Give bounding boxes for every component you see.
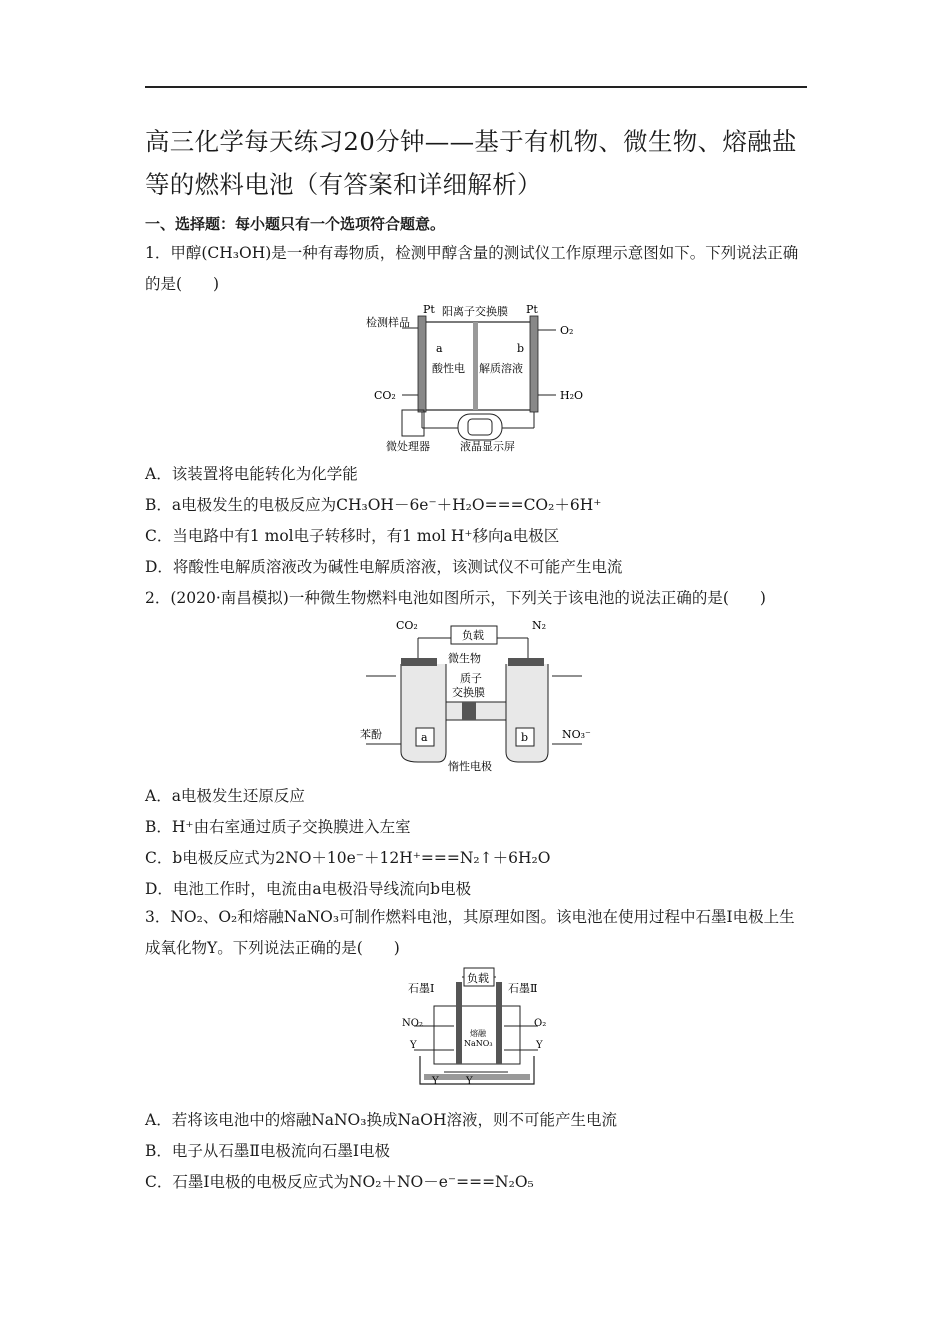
no2-label: NO₂ bbox=[402, 1018, 423, 1029]
y-label-bottom-1: Y bbox=[432, 1076, 439, 1087]
q2-figure bbox=[356, 614, 596, 774]
page-title: 高三化学每天练习20分钟——基于有机物、微生物、熔融盐等的燃料电池（有答案和详细解析） bbox=[145, 127, 797, 199]
o2-label: O₂ bbox=[534, 1018, 547, 1029]
graphite-1 bbox=[456, 982, 462, 1064]
o2-label: O₂ bbox=[560, 324, 574, 337]
pt-electrode-left bbox=[418, 316, 426, 412]
graphite-1-label: 石墨Ⅰ bbox=[408, 982, 435, 995]
phenol-label: 苯酚 bbox=[360, 728, 382, 741]
q2-option-d: D．电池工作时，电流由a电极沿导线流向b电极 bbox=[145, 880, 472, 898]
pt-electrode-right bbox=[530, 316, 538, 412]
membrane-label: 阳离子交换膜 bbox=[442, 305, 508, 318]
q1-figure bbox=[362, 300, 602, 458]
q1-option-c: C．当电路中有1 mol电子转移时，有1 mol H⁺移向a电极区 bbox=[145, 527, 560, 545]
microbe-label: 微生物 bbox=[448, 652, 481, 665]
y-label-left: Y bbox=[410, 1040, 417, 1051]
graphite-2-label: 石墨Ⅱ bbox=[508, 982, 538, 995]
electrode-a-label: a bbox=[421, 731, 428, 744]
electrode-a-label: a bbox=[436, 342, 443, 355]
load-label: 负载 bbox=[467, 972, 489, 985]
inert-electrode-label: 惰性电极 bbox=[448, 760, 492, 773]
electrode-b-label: b bbox=[521, 731, 529, 744]
melt-label-1: 熔融 bbox=[470, 1029, 486, 1038]
q1-option-d: D．将酸性电解质溶液改为碱性电解质溶液，该测试仪不可能产生电流 bbox=[145, 558, 623, 576]
q3-figure bbox=[398, 966, 554, 1092]
pt-left-label: Pt bbox=[423, 303, 435, 316]
sample-label: 检测样品 bbox=[366, 316, 410, 329]
cpu-label: 微处理器 bbox=[386, 440, 430, 453]
electrolyte-left: 酸性电 bbox=[432, 362, 465, 375]
proton-membrane bbox=[462, 702, 476, 720]
co2-label: CO₂ bbox=[374, 389, 396, 402]
header-rule bbox=[145, 86, 807, 88]
pt-right-label: Pt bbox=[526, 303, 538, 316]
q1-option-b: B．a电极发生的电极反应为CH₃OH－6e⁻＋H₂O===CO₂＋6H⁺ bbox=[145, 496, 602, 514]
membrane-label-1: 质子 bbox=[460, 672, 482, 685]
q2-option-c: C．b电极反应式为2NO＋10e⁻＋12H⁺===N₂↑＋6H₂O bbox=[145, 849, 551, 867]
lcd-label: 液晶显示屏 bbox=[460, 440, 515, 453]
section-heading: 一、选择题：每小题只有一个选项符合题意。 bbox=[145, 215, 446, 233]
q1-option-a: A．该装置将电能转化为化学能 bbox=[145, 465, 358, 483]
q2-option-a: A．a电极发生还原反应 bbox=[145, 787, 305, 805]
q3-option-c: C．石墨Ⅰ电极的电极反应式为NO₂＋NO－e⁻===N₂O₅ bbox=[145, 1173, 534, 1191]
membrane bbox=[473, 322, 478, 410]
h2o-label: H₂O bbox=[560, 389, 584, 402]
y-label-right: Y bbox=[536, 1040, 543, 1051]
q3-option-a: A．若将该电池中的熔融NaNO₃换成NaOH溶液，则不可能产生电流 bbox=[145, 1111, 618, 1129]
q2-option-b: B．H⁺由右室通过质子交换膜进入左室 bbox=[145, 818, 411, 836]
n2-label: N₂ bbox=[532, 619, 547, 632]
electrode-b-label: b bbox=[517, 342, 525, 355]
q3-stem: 3．NO₂、O₂和熔融NaNO₃可制作燃料电池，其原理如图。该电池在使用过程中石墨Ⅰ电极上生成氧化物Y。下列说法正确的是( ) bbox=[145, 908, 795, 957]
q1-stem: 1．甲醇(CH₃OH)是一种有毒物质，检测甲醇含量的测试仪工作原理示意图如下。下列说法正确的是( ) bbox=[145, 244, 799, 293]
co2-label: CO₂ bbox=[396, 619, 418, 632]
q2-stem: 2．(2020·南昌模拟)一种微生物燃料电池如图所示，下列关于该电池的说法正确的是( ) bbox=[145, 589, 766, 607]
membrane-label-2: 交换膜 bbox=[452, 686, 485, 699]
no3-label: NO₃⁻ bbox=[562, 728, 591, 741]
electrolyte-right: 解质溶液 bbox=[479, 362, 523, 375]
load-label: 负载 bbox=[462, 629, 484, 642]
y-label-bottom-2: Y bbox=[466, 1076, 473, 1087]
melt-label-2: NaNO₃ bbox=[464, 1039, 493, 1048]
q3-option-b: B．电子从石墨Ⅱ电极流向石墨Ⅰ电极 bbox=[145, 1142, 391, 1160]
graphite-2 bbox=[496, 982, 502, 1064]
